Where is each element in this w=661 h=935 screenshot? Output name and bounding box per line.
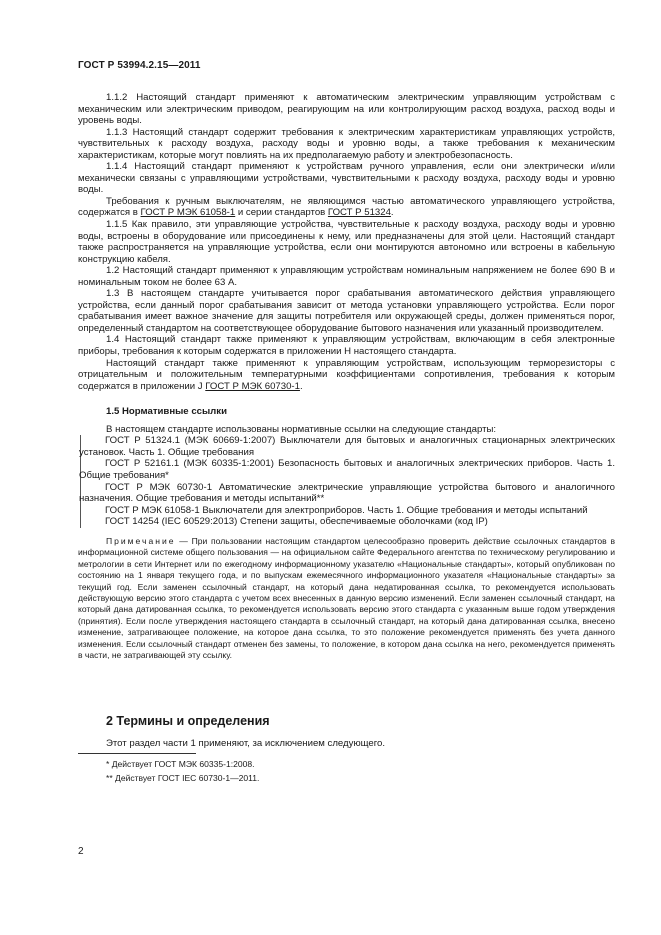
reference-item: ГОСТ Р 52161.1 (МЭК 60335-1:2001) Безопасность бытовых и аналогичных электрических приборов. Часть 1. Общие требования* (79, 458, 615, 481)
paragraph-1-4: 1.4 Настоящий стандарт также применяют к управляющим устройствам, включающим в себя электронные приборы, требования к которым содержатся в приложении Н настоящего стандарта. (78, 334, 615, 358)
note-label: Примечание (106, 535, 176, 546)
text-span: Требования к ручным выключателям, не являющимся частью автоматического управляющего устройства, содержатся в (78, 195, 615, 219)
paragraph-1-1-4: 1.1.4 Настоящий стандарт применяют к устройствам ручного управления, если они электрически и/или механически связаны с управляющими устройствами, чувствительными к расходу воздуха, расходу воды и уровню воды. (78, 161, 615, 196)
paragraph-1-1-3: 1.1.3 Настоящий стандарт содержит требования к электрическим характеристикам управляющих устройств, чувствительных к расходу воздуха, расходу воды и уровню воды, а также требования к механическим характеристикам, которые могут повлиять на их предполагаемую работу и электробезопасность. (78, 126, 615, 161)
section-1-5-intro: В настоящем стандарте использованы нормативные ссылки на следующие стандарты: (106, 423, 497, 435)
text-span: . (299, 380, 303, 392)
reference-item: ГОСТ Р МЭК 61058-1 Выключатели для электроприборов. Часть 1. Общие требования и методы испытаний (105, 504, 588, 516)
note-text: — При пользовании настоящим стандартом целесообразно проверить действие ссылочных стандартов в информационной системе общего пользования — на официальном сайте Федерального агентства по техническому регулированию и метрологии в сети Интернет или по ежегодному информационному указателю «Национальные стандарты», который опубликован по состоянию на 1 января текущего года, и по выпускам ежемесячного информационного указателя «Национальные стандарты» за текущий год. Если заменен ссылочный стандарт, на который дана недатированная ссылка, то рекомендуется использовать действующую версию этого стандарта с учетом всех внесенных в данную версию изменений. Если заменен ссылочный стандарт, на который дана датированная ссылка, то рекомендуется использовать версию этого стандарта с указанным выше годом утверждения (принятия). Если после утверждения настоящего стандарта в ссылочный стандарт, на который дана датированная ссылка, внесено изменение, затрагивающее положение, на которое дана ссылка, то это положение рекомендуется применять без учета данного изменения. Если ссылочный стандарт отменен без замены, то положение, в котором дана ссылка на него, рекомендуется применять в части, не затрагивающей эту ссылку. (78, 535, 615, 661)
text-span: и серии стандартов (235, 207, 328, 219)
text-span: Настоящий стандарт также применяют к управляющим устройствам, использующим терморезисторы с отрицательным и положительным температурными коэффициентами сопротивления, требования к которым содержатся в приложении J (78, 357, 615, 392)
paragraph-1-1-2: 1.1.2 Настоящий стандарт применяют к автоматическим электрическим управляющим устройствам с механическим или электрическим приводом, реагирующим на или контролирующим расход воздуха, расход воды и уровень воды. (78, 92, 615, 127)
paragraph-1-2: 1.2 Настоящий стандарт применяют к управляющим устройствам номинальным напряжением не более 690 В и номинальным током не более 63 А. (78, 265, 615, 288)
reference-item: ГОСТ Р МЭК 60730-1 Автоматические электрические управляющие устройства бытового и аналогичного назначения. Общие требования и методы испытаний** (79, 481, 615, 505)
document-body (78, 92, 615, 670)
link-gost-r-51324[interactable]: ГОСТ Р 51324 (327, 207, 391, 219)
section-2-text: Этот раздел части 1 применяют, за исключением следующего. (106, 738, 386, 749)
reference-item: ГОСТ 14254 (IEC 60529:2013) Степени защиты, обеспечиваемые оболочками (код IP) (105, 516, 488, 528)
link-gost-r-iec-60730-1[interactable]: ГОСТ Р МЭК 60730-1 (205, 380, 300, 392)
footnote-1: * Действует ГОСТ МЭК 60335-1:2008. (106, 759, 255, 769)
paragraph-1-3: 1.3 В настоящем стандарте учитывается порог срабатывания автоматического действия управляющего устройства, если данный порог срабатывания зависит от метода установки управляющего устройства. Если порог срабатывания имеет важное значение для защиты потребителя или окружающей среды, должен применяться порог, определенный стандартом на соответствующее оборудование бытового назначения или указанный производителем. (78, 288, 615, 334)
section-1-5-title: 1.5 Нормативные ссылки (106, 406, 227, 418)
footnote-divider (78, 753, 196, 754)
paragraph-1-1-5: 1.1.5 Как правило, эти управляющие устройства, чувствительные к расходу воздуха, расходу воды и уровню воды, встроены в оборудование или присоединены к нему, или предназначены для этой цели. Настоящий стандарт также распространяется на управляющие устройства, если они монтируются автономно или встроены в кабельную конструкцию кабеля. (78, 219, 615, 265)
normative-references-list (80, 435, 615, 527)
page-number: 2 (78, 846, 84, 857)
link-gost-r-iec-61058-1[interactable]: ГОСТ Р МЭК 61058-1 (140, 207, 236, 219)
section-2-title: 2 Термины и определения (106, 714, 270, 728)
document-code-header: ГОСТ Р 53994.2.15—2011 (78, 60, 201, 71)
footnote-2: ** Действует ГОСТ IEC 60730-1—2011. (106, 773, 260, 783)
text-span: . (390, 207, 394, 219)
paragraph-thermistors (78, 358, 615, 393)
paragraph-manual-switches (78, 196, 615, 219)
note-paragraph (78, 536, 615, 662)
reference-item: ГОСТ Р 51324.1 (МЭК 60669-1:2007) Выключатели для бытовых и аналогичных стационарных электрических установок. Часть 1. Общие требования (79, 435, 615, 458)
